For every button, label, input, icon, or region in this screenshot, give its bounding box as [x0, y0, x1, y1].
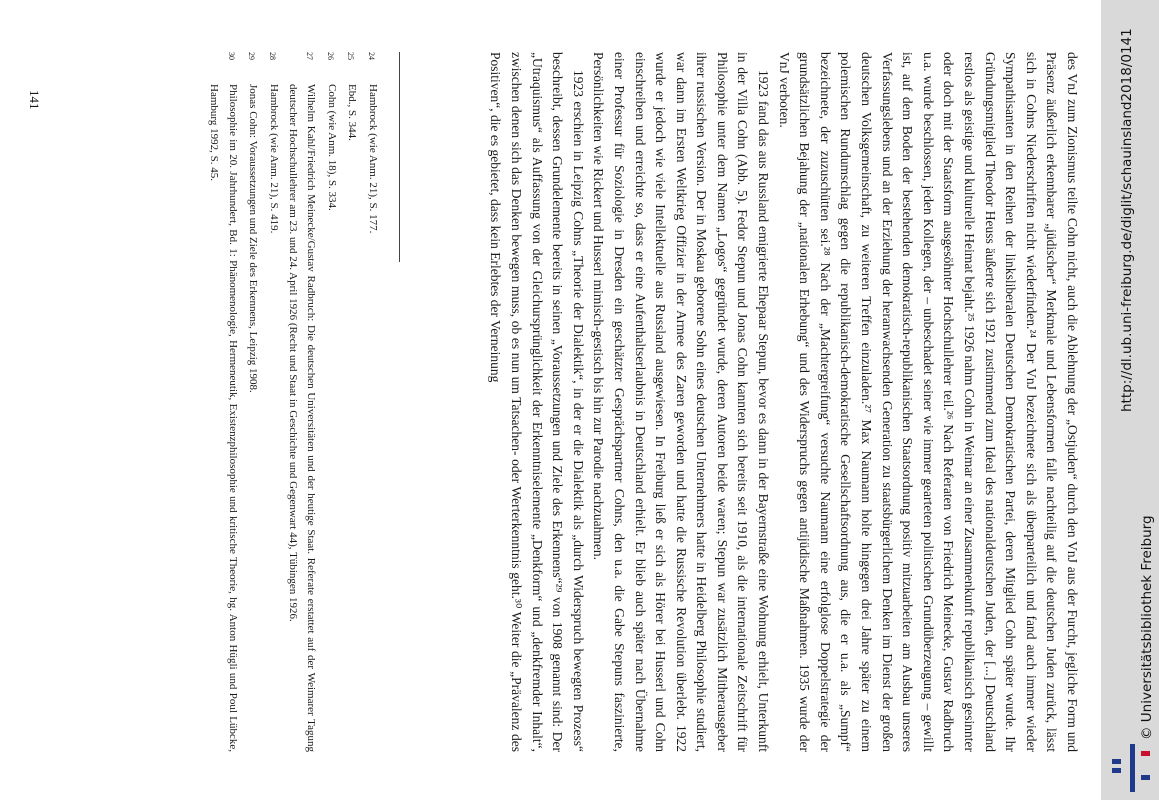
- footnote-text: Jonas Cohn: Voraussetzungen und Ziele des Erkennens, Leipzig 1908.: [247, 84, 260, 393]
- footnote-text: Hambrock (wie Anm. 21), S. 419.: [268, 84, 281, 234]
- footnote: [242, 52, 263, 752]
- footnote-number: 30: [226, 52, 236, 60]
- footnote-number: 29: [247, 52, 257, 60]
- footnote: [361, 52, 382, 752]
- copyright-notice: © Universitätsbibliothek Freiburg: [1139, 515, 1155, 740]
- footnote: [320, 52, 341, 752]
- footnote: [341, 52, 362, 752]
- footnote: [262, 52, 283, 752]
- page-number: 141: [27, 90, 42, 110]
- footnote-rule: [399, 52, 400, 262]
- footnote-number: 27: [305, 52, 315, 60]
- footnote-text: Hambrock (wie Anm. 21), S. 177.: [367, 84, 379, 234]
- footnote-number: 28: [268, 52, 278, 60]
- paragraph-1: des VnJ zum Zionismus teilte Cohn nicht, auch die Ablehnung der „Ostjuden“ durch den VnJ aus der Furcht, jegliche Form und Präsenz äußerlich erkennbarer „jüdischer“ Merkmale und Lebensformen falle nachteilig auf die deutschen Juden zurück, lässt sich in Cohns Niederschriften nicht wiederfinden.²⁴ Der VnJ bezeichnete sich als überparteilich und fand auch immer wieder Sympathisanten in den Reihen der linksliberalen Deutschen Demokratischen Partei, deren Mitglied Cohn später wurde. Ihr Gründungsmitglied Theodor Heuss äußerte sich 1921 zustimmend zum Ideal des nationaldeutschen Juden, der [...] Deutschland restlos als geistige und kulturelle Heimat bejaht.²⁵ 1926 nahm Cohn in Weimar an einer Zusammenkunft republikanisch gesinnter oder doch mit der Staatsform ausgesöhnter Hochschullehrer teil.²⁶ Nach Referaten von Friedrich Meinecke, Gustav Radbruch u.a. wurde beschlossen, jeden Kollegen, der – unbeschadet seiner wie immer gearteten politischen Grundüberzeugung – gewillt ist, auf dem Boden der bestehenden demokratisch-republikanischen Staatsordnung positiv mitzuarbeiten am Ausbau unseres Verfassungslebens und an der Erziehung der heranwachsenden Generation zu staatsbürgerlichem Denken im Dienst der großen deutschen Volksgemeinschaft, zu weiteren Treffen einzuladen.²⁷ Max Naumann holte hingegen drei Jahre später zu einem polemischen Rundumschlag gegen die republikanisch-demokratische Gesellschaftsordnung aus, die er u.a. als „Sumpf“ bezeichnete, der zuzuschütten sei.²⁸ Nach der „Machtergreifung“ versuchte Naumann eine erfolglose Doppelstrategie der grundsätzlichen Bejahung der „nationalen Erhebung“ und des Widerspruchs gegen antijüdische Maßnahmen. 1935 wurde der VnJ verboten.: [776, 52, 1080, 752]
- footnote-text: Ebd., S. 344.: [346, 84, 359, 141]
- main-text: [485, 52, 1082, 752]
- footnote-text: Cohn (wie Anm. 18), S. 334.: [325, 84, 338, 211]
- library-logo: [1110, 742, 1154, 794]
- paragraph-2: 1923 fand das aus Russland emigrierte Ehepaar Stepun, bevor es dann in der Bayernstraße eine Wohnung erhielt, Unterkunft in der Villa Cohn (Abb. 5). Fedor Stepun und Jonas Cohn kannten sich bereits seit 1910, als die internationale Zeitschrift für Philosophie unter dem Namen „Logos“ gegründet wurde, deren Autoren beide waren; Stepun war zusätzlich Mitherausgeber ihrer russischen Version. Der in Moskau geborene Sohn eines deutschen Unternehmers hatte in Heidelberg Philosophie studiert, war dann im Ersten Weltkrieg Offizier in der Armee des Zaren geworden und hatte die Russische Revolution überlebt. 1922 wurde er jedoch wie viele Intellektuelle aus Russland ausgewiesen. In Freiburg ließ er sich als Hörer bei Husserl und Cohn einschreiben und erreichte so, dass er eine Aufenthaltserlaubnis in Deutschland erhielt. Er blieb auch später nach Übernahme einer Professur für Soziologie in Dresden ein geschätzter Gesprächspartner Cohns, den u.a. die Gabe Stepuns faszinierte, Persönlichkeiten wie Rickert und Husserl mimisch-gestisch bis hin zur Parodie nachzuahmen.: [591, 52, 772, 752]
- footnote: [205, 52, 242, 752]
- footnote: [283, 52, 320, 752]
- footnote-number: 26: [325, 52, 335, 60]
- footnote-number: 25: [346, 52, 356, 60]
- footnotes: [205, 52, 382, 752]
- footnote-text: Philosophie im 20. Jahrhundert, Bd. 1: Phänomenologie, Hermeneutik, Existenzphilosophie und kritische Theorie, hg. Anton Hügli und Poul Lübcke, Hamburg 1992, S. 45.: [208, 84, 239, 752]
- permalink-url[interactable]: http://dl.ub.uni-freiburg.de/diglit/schauinsland2018/0141: [1119, 28, 1135, 412]
- paragraph-3: 1923 erschien in Leipzig Cohns „Theorie der Dialektik“, in der er die Dialektik als „durch Widerspruch bewegten Prozess“ beschreibt, dessen Grundelemente bereits in seinen „Voraussetzungen und Ziele des Erkennens“²⁹ von 1908 genannt sind: Der „Utraquismus“ als Auffassung von der Gleichursprünglichkeit der Erkenntniselemente „Denkform“ und „denkfremder Inhalt“, zwischen denen sich das Denken bewegen muss, ob es nun um Tatsachen- oder Werterkenntnis geht.³⁰ Weiter die „Prävalenz des Positiven“, die es gebietet, dass kein Erlebtes der Verneinung: [488, 52, 586, 752]
- banner-text: [1117, 0, 1157, 740]
- footnote-text: Wilhelm Kahl/Friedrich Meinecke/Gustav Radbruch: Die deutschen Universitäten und der heutige Staat. Referate erstattet auf der Weimarer Tagung deutscher Hochschullehrer am 23. und 24. April 1926 (Recht und Staat in Geschichte und Gegenwart 44), Tübingen 1926.: [286, 84, 318, 752]
- footnote-number: 24: [367, 52, 376, 60]
